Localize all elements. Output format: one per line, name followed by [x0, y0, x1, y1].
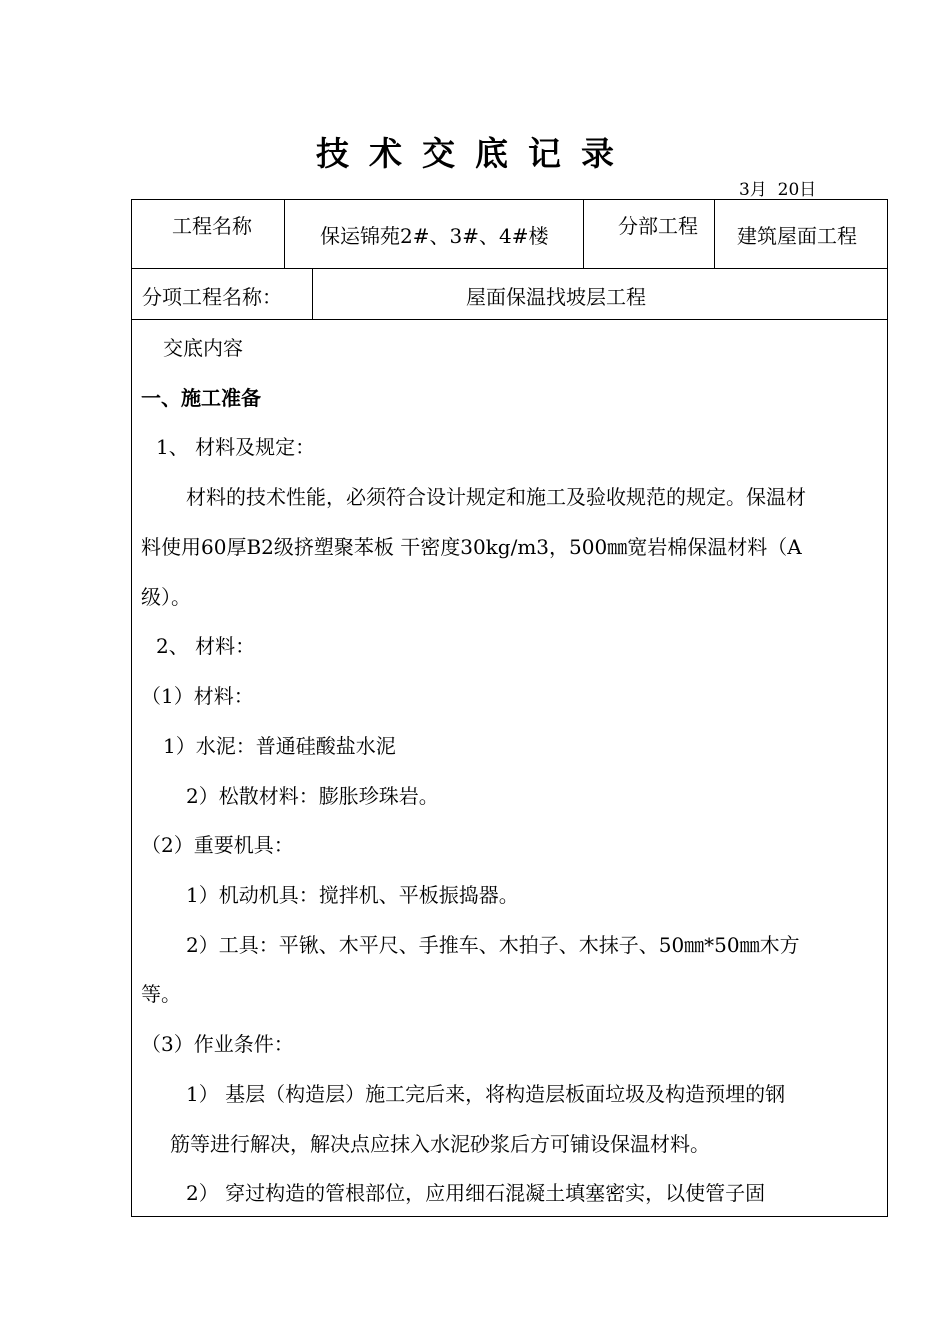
- row-divider: [132, 268, 887, 269]
- division-label: 分部工程: [618, 214, 698, 238]
- sub-heading: （3）作业条件：: [141, 1032, 294, 1056]
- project-name-value: 保运锦苑2#、3#、4#楼: [320, 224, 549, 248]
- record-table: [131, 199, 888, 1217]
- division-value: 建筑屋面工程: [737, 224, 857, 248]
- list-item: 1）水泥：普通硅酸盐水泥: [163, 734, 396, 758]
- list-item: 2）松散材料：膨胀珍珠岩。: [186, 784, 439, 808]
- sub-heading: （2）重要机具：: [141, 833, 294, 857]
- row-divider: [132, 319, 887, 320]
- list-item-continued: 等。: [141, 982, 181, 1006]
- col-divider: [284, 200, 285, 268]
- paragraph-line: 料使用60厚B2级挤塑聚苯板 干密度30kg/m3，500㎜宽岩棉保温材料（A: [141, 535, 802, 559]
- sub-heading: （1）材料：: [141, 684, 254, 708]
- project-name-label: 工程名称: [172, 214, 252, 238]
- col-divider: [312, 269, 313, 319]
- subitem-label: 分项工程名称：: [142, 285, 282, 309]
- col-divider: [583, 200, 584, 268]
- list-item: 2）工具：平锹、木平尺、手推车、木拍子、木抹子、50㎜*50㎜木方: [186, 933, 800, 957]
- paragraph-line: 材料的技术性能，必须符合设计规定和施工及验收规范的规定。保温材: [186, 485, 806, 509]
- document-title: 技术交底记录: [316, 134, 634, 173]
- section-heading: 一、施工准备: [141, 386, 261, 410]
- list-item: 1）机动机具：搅拌机、平板振捣器。: [186, 883, 519, 907]
- content-intro: 交底内容: [163, 336, 243, 360]
- list-item: 1） 基层（构造层）施工完后来，将构造层板面垃圾及构造预埋的钢: [186, 1082, 786, 1106]
- item-heading: 2、 材料：: [156, 634, 256, 658]
- paragraph-line: 级）。: [141, 585, 191, 609]
- list-item: 2） 穿过构造的管根部位，应用细石混凝土填塞密实，以使管子固: [186, 1181, 766, 1205]
- item-heading: 1、 材料及规定：: [156, 435, 316, 459]
- document-date: 3月 20日: [739, 180, 817, 200]
- subitem-value: 屋面保温找坡层工程: [466, 285, 646, 309]
- col-divider: [714, 200, 715, 268]
- list-item-continued: 筋等进行解决，解决点应抹入水泥砂浆后方可铺设保温材料。: [170, 1132, 710, 1156]
